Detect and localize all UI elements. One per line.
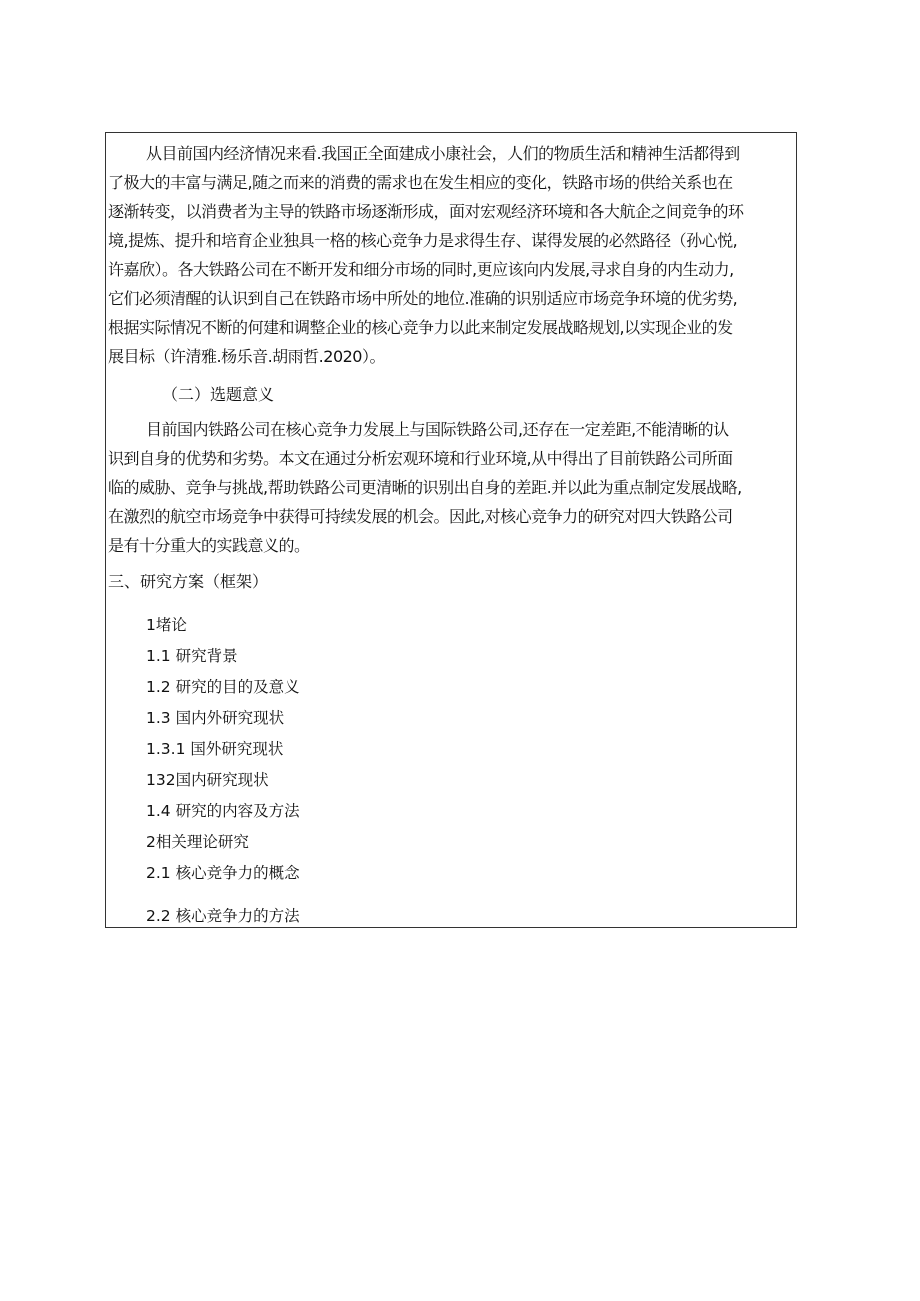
- toc-item: 1.4 研究的内容及方法: [146, 802, 300, 820]
- section-subheading: （二）选题意义: [162, 385, 275, 404]
- toc-item: 2.2 核心竞争力的方法: [146, 907, 300, 925]
- toc-item: 1.3.1 国外研究现状: [146, 740, 284, 758]
- toc-item: 1.3 国内外研究现状: [146, 709, 285, 727]
- paragraph-line: 在激烈的航空市场竞争中获得可持续发展的机会。因此,对核心竞争力的研究对四大铁路公司: [108, 507, 733, 526]
- paragraph-line: 逐渐转变，以消费者为主导的铁路市场逐渐形成，面对宏观经济环境和各大航企之间竞争的环: [108, 202, 744, 221]
- research-plan-table: [105, 132, 797, 928]
- paragraph-line: 它们必须清醒的认识到自己在铁路市场中所处的地位.准确的识别适应市场竞争环境的优劣势,: [108, 289, 738, 308]
- paragraph-line: 识到自身的优势和劣势。本文在通过分析宏观环境和行业环境,从中得出了目前铁路公司所面: [108, 449, 733, 468]
- paragraph-line: 从目前国内经济情况来看.我国正全面建成小康社会，人们的物质生活和精神生活都得到: [146, 144, 740, 163]
- toc-item: 2相关理论研究: [146, 833, 249, 851]
- paragraph-line: 临的威胁、竞争与挑战,帮助铁路公司更清晰的识别出自身的差距.并以此为重点制定发展战略,: [108, 478, 742, 497]
- toc-item: 1堵论: [146, 616, 187, 634]
- paragraph-line: 许嘉欣）。各大铁路公司在不断开发和细分市场的同时,更应该向内发展,寻求自身的内生动力,: [108, 260, 734, 279]
- section-heading: 三、研究方案（框架）: [108, 572, 269, 591]
- paragraph-line: 展目标（许清雅.杨乐音.胡雨哲.2020）。: [108, 347, 385, 366]
- paragraph-line: 境,提炼、提升和培育企业独具一格的核心竞争力是求得生存、谋得发展的必然路径（孙心悦,: [108, 231, 738, 250]
- paragraph-line: 了极大的丰富与满足,随之而来的消费的需求也在发生相应的变化，铁路市场的供给关系也在: [108, 173, 733, 192]
- toc-item: 132国内研究现状: [146, 771, 269, 789]
- paragraph-line: 是有十分重大的实践意义的。: [108, 536, 310, 555]
- toc-item: 2.1 核心竞争力的概念: [146, 864, 300, 882]
- paragraph-line: 目前国内铁路公司在核心竞争力发展上与国际铁路公司,还存在一定差距,不能清晰的认: [146, 420, 729, 439]
- toc-item: 1.1 研究背景: [146, 647, 238, 665]
- paragraph-line: 根据实际情况不断的何建和调整企业的核心竞争力以此来制定发展战略规划,以实现企业的发: [108, 318, 733, 337]
- toc-item: 1.2 研究的目的及意义: [146, 678, 300, 696]
